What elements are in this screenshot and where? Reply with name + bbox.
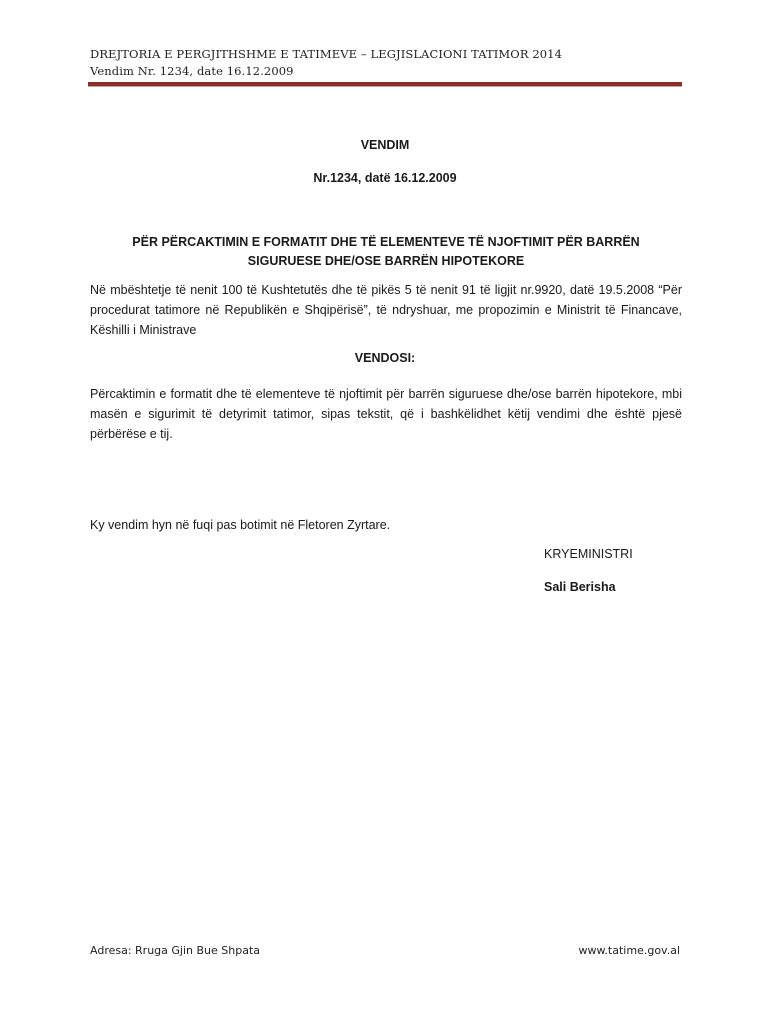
document-subject: [90, 233, 682, 271]
footer-address: Adresa: Rruga Gjin Bue Shpata: [90, 944, 261, 957]
preamble-paragraph: Në mbështetje të nenit 100 të Kushtetutës dhe të pikës 5 të nenit 91 të ligjit nr.9920, datë 19.5.2008 “Për procedurat tatimore në Republikën e Shqipërisë”, të ndryshuar, me propozimin e Ministrit të Financave, Këshilli i Ministrave: [90, 283, 682, 337]
decides-heading: VENDOSI:: [354, 351, 416, 365]
subject-line-1: PËR PËRCAKTIMIN E FORMATIT DHE TË ELEMENTEVE TË NJOFTIMIT PËR BARRËN: [132, 235, 640, 249]
header-divider: [88, 82, 682, 87]
signatory-title: KRYEMINISTRI: [544, 547, 633, 561]
header-line-1: DREJTORIA E PERGJITHSHME E TATIMEVE – LEGJISLACIONI TATIMOR 2014: [90, 47, 563, 61]
decision-paragraph: Përcaktimin e formatit dhe të elementeve të njoftimit për barrën siguruese dhe/ose barrën hipotekore, mbi masën e sigurimit të detyrimit tatimor, sipas tekstit, që i bashkëlidhet këtij vendimi dhe është pjesë përbërëse e tij.: [90, 387, 682, 441]
running-header: [90, 46, 562, 80]
document-title: VENDIM: [360, 138, 410, 152]
footer-website[interactable]: www.tatime.gov.al: [578, 944, 680, 957]
header-line-2: Vendim Nr. 1234, date 16.12.2009: [90, 64, 294, 78]
subject-line-2: SIGURUESE DHE/OSE BARRËN HIPOTEKORE: [247, 254, 525, 268]
document-number: Nr.1234, datë 16.12.2009: [313, 171, 457, 185]
signatory-name: Sali Berisha: [544, 580, 616, 594]
effect-statement: Ky vendim hyn në fuqi pas botimit në Fletoren Zyrtare.: [90, 518, 391, 532]
